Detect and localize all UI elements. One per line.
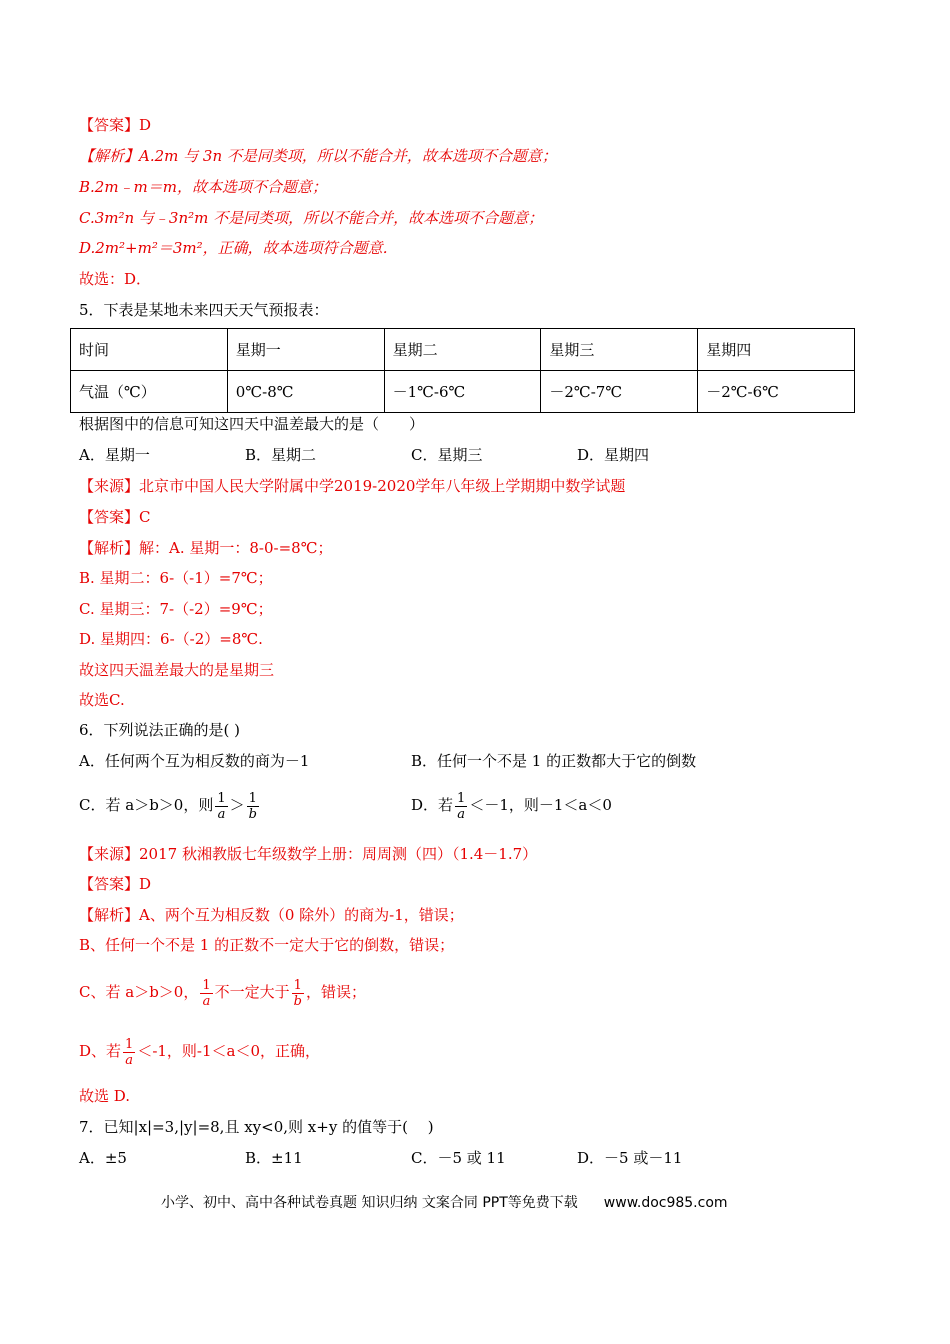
footer-text: 小学、初中、高中各种试卷真题 知识归纳 文案合同 PPT等免费下载 [161,1195,578,1211]
q7-option-c: C．－5 或 11 [411,1149,506,1167]
q5-stem: 5．下表是某地未来四天天气预报表： [79,301,329,319]
fraction-denominator: a [457,806,466,822]
fraction-denominator: b [293,993,302,1009]
q5-analysis-d: D. 星期四：6-（-2）=8℃. [79,630,263,648]
q6-option-c-text: C．若 a＞b＞0，则 [79,796,214,814]
fraction-1-over-a [200,978,212,1009]
q7-stem: 7．已知|x|=3,|y|=8,且 xy<0,则 x+y 的值等于( ) [79,1118,434,1136]
q4-answer: 【答案】D [79,116,152,134]
q5-conclusion: 故这四天温差最大的是星期三 [79,661,275,679]
q6-analysis-c-mid: 不一定大于 [214,983,290,1001]
page-footer [161,1192,728,1212]
q5-option-a: A．星期一 [79,446,150,464]
table-cell: －2℃-7℃ [541,371,698,413]
q5-analysis-b: B. 星期二：6-（-1）=7℃； [79,569,273,587]
q6-option-d-tail: ＜－1，则－1＜a＜0 [469,796,612,814]
fraction-numerator: 1 [457,790,466,806]
fraction-numerator: 1 [292,978,304,994]
q5-source: 【来源】北京市中国人民大学附属中学2019-2020学年八年级上学期期中数学试题 [79,477,626,495]
q6-analysis-d [79,1029,320,1073]
q6-option-d-text: D．若 [411,796,454,814]
q6-stem: 6．下列说法正确的是( ) [79,721,241,739]
q5-option-b: B．星期二 [245,446,317,464]
table-cell: 星期一 [227,329,384,371]
q6-analysis: 【解析】A、两个互为相反数（0 除外）的商为-1，错误； [79,906,464,924]
table-cell: 星期二 [384,329,541,371]
q6-choose: 故选 D. [79,1087,131,1105]
fraction-1-over-b [292,978,304,1009]
q6-analysis-b: B、任何一个不是 1 的正数不一定大于它的倒数，错误； [79,936,455,954]
fraction-numerator: 1 [247,791,259,807]
q4-choose: 故选：D． [79,270,152,288]
q6-option-a: A．任何两个互为相反数的商为－1 [79,752,310,770]
q4-option-d-analysis: D.2m²+m²＝3m²，正确，故本选项符合题意． [79,239,398,257]
fraction-numerator: 1 [125,1036,134,1052]
table-cell: 时间 [71,329,228,371]
q5-choose: 故选C. [79,691,125,709]
q6-analysis-c [79,970,366,1014]
q6-analysis-d-tail: ＜-1，则-1＜a＜0，正确， [137,1042,321,1060]
q6-source: 【来源】2017 秋湘教版七年级数学上册：周周测（四）（1.4－1.7） [79,845,538,863]
fraction-numerator: 1 [217,790,226,806]
q4-option-b-analysis: B.2m﹣m＝m，故本选项不合题意； [79,178,328,196]
q7-option-d: D．－5 或－11 [577,1149,683,1167]
q5-analysis-c: C. 星期三：7-（-2）=9℃； [79,600,273,618]
table-cell: －2℃-6℃ [698,371,855,413]
footer-url-link[interactable]: www.doc985.com [603,1195,728,1211]
fraction-numerator: 1 [202,977,211,993]
q7-option-b: B．±11 [245,1149,303,1167]
fraction-1-over-b [247,791,259,822]
table-row [71,371,855,413]
greater-than-sign: ＞ [229,796,245,814]
weather-table [70,328,855,413]
q5-analysis: 【解析】解：A. 星期一：8-0-=8℃； [79,539,333,557]
table-cell: 气温（℃） [71,371,228,413]
q6-option-c [79,783,261,827]
fraction-denominator: a [217,806,226,822]
q6-option-d [411,783,612,827]
q5-option-c: C．星期三 [411,446,483,464]
table-header-row [71,329,855,371]
fraction-denominator: a [202,993,211,1009]
q5-option-d: D．星期四 [577,446,650,464]
q6-analysis-d-text: D、若 [79,1042,122,1060]
q7-option-a: A．±5 [79,1149,127,1167]
q5-answer: 【答案】C [79,508,151,526]
fraction-1-over-a [123,1037,135,1068]
table-cell: －1℃-6℃ [384,371,541,413]
q6-analysis-c-tail: ，错误； [305,983,366,1001]
q4-analysis: 【解析】A.2m 与 3n 不是同类项，所以不能合并，故本选项不合题意； [79,147,557,165]
fraction-denominator: a [125,1052,134,1068]
table-cell: 0℃-8℃ [227,371,384,413]
q6-answer: 【答案】D [79,875,152,893]
q5-question: 根据图中的信息可知这四天中温差最大的是（ ） [79,415,425,433]
table-cell: 星期三 [541,329,698,371]
fraction-denominator: b [248,806,257,822]
table-cell: 星期四 [698,329,855,371]
fraction-1-over-a [455,791,467,822]
fraction-1-over-a [215,791,227,822]
q4-option-c-analysis: C.3m²n 与﹣3n²m 不是同类项，所以不能合并，故本选项不合题意； [79,209,544,227]
q6-analysis-c-text: C、若 a＞b＞0， [79,983,199,1001]
q6-option-b: B．任何一个不是 1 的正数都大于它的倒数 [411,752,697,770]
